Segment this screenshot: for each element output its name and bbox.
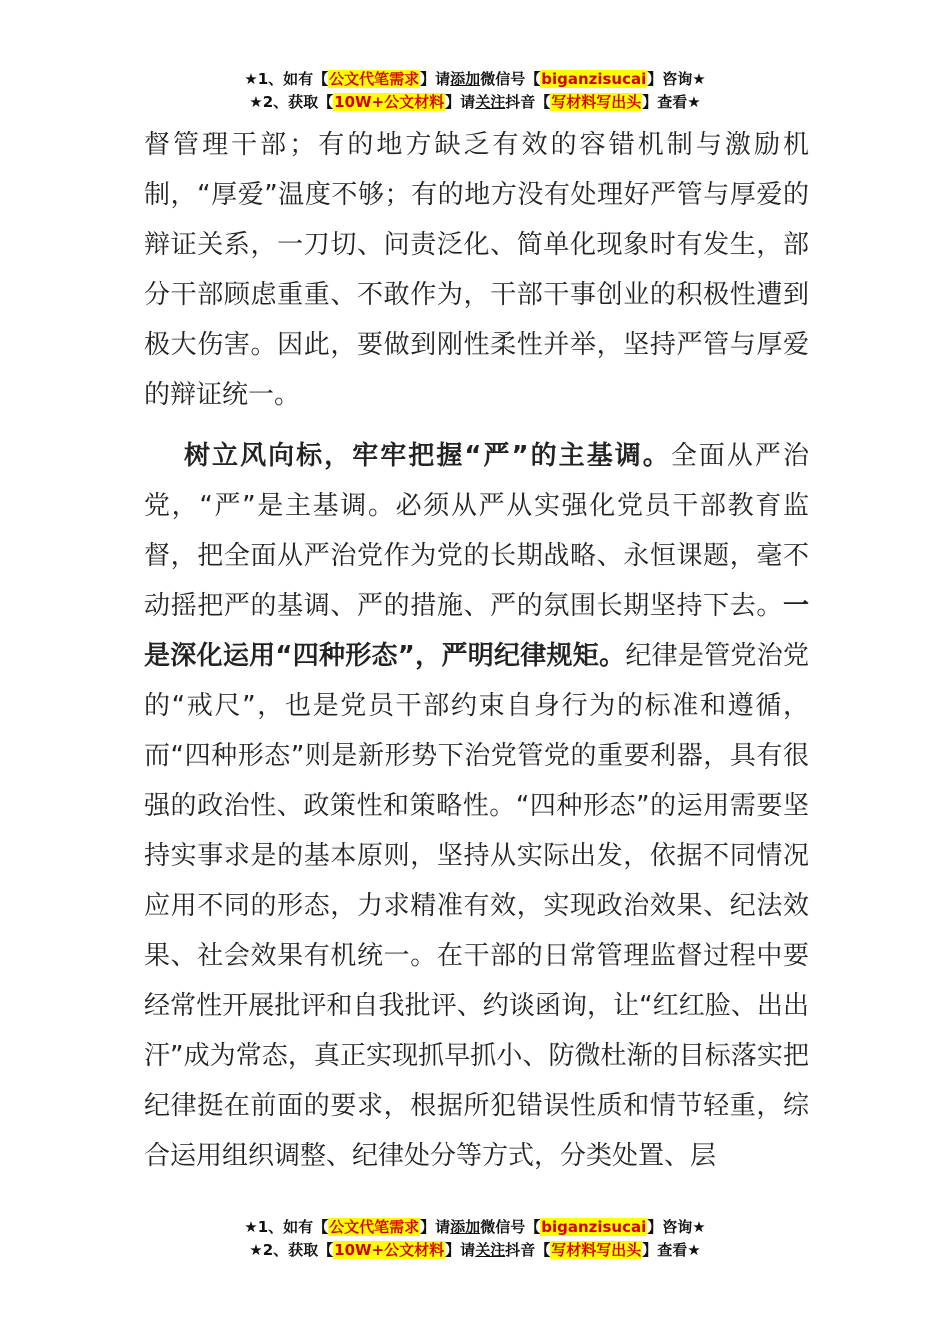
footer-line-1: [0, 1216, 950, 1239]
star-icon: ★: [687, 93, 701, 111]
paragraph-text: 纪律是管党治党的“戒尺”，也是党员干部约束自身行为的标准和遵循，而“四种形态”则是新形势下治党管党的重要利器，具有很强的政治性、政策性和策略性。“四种形态”的运用需要坚持实事求是的基本原则，坚持从实际出发，依据不同情况应用不同的形态，力求精准有效，实现政治效果、纪法效果、社会效果有机统一。在干部的日常管理监督过程中要经常性开展批评和自我批评、约谈函询，让“红红脸、出出汗”成为常态，真正实现抓早抓小、防微杜渐的目标落实把纪律挺在前面的要求，根据所犯错误性质和情节轻重，综合运用组织调整、纪律处分等方式，分类处置、层: [144, 641, 809, 1171]
banner-text: 2、获取【: [262, 1241, 334, 1259]
highlight-service: 公文代笔需求: [329, 70, 420, 88]
star-icon: ★: [244, 1218, 258, 1236]
highlight-wechat-id: biganzisucai: [541, 70, 647, 88]
banner-underlined-text: 添加: [450, 70, 481, 88]
body-paragraph: 督管理干部；有的地方缺乏有效的容错机制与激励机制，“厚爱”温度不够；有的地方没有处理好严管与厚爱的辩证关系，一刀切、问责泛化、简单化现象时有发生，部分干部顾虑重重、不敢作为，干部干事创业的积极性遭到极大伤害。因此，要做到刚性柔性并举，坚持严管与厚爱的辩证统一。: [144, 130, 809, 410]
star-icon: ★: [249, 93, 263, 111]
banner-text: 】请: [445, 93, 476, 111]
highlight-wechat-id: biganzisucai: [541, 1218, 647, 1236]
banner-underlined-text: 关注: [475, 93, 506, 111]
highlight-service: 公文代笔需求: [329, 1218, 420, 1236]
body-paragraph-2-block: [144, 431, 809, 1181]
banner-text: 】查看: [642, 1241, 688, 1259]
banner-underlined-text: 添加: [450, 1218, 481, 1236]
body-paragraph: [144, 431, 809, 1181]
star-icon: ★: [244, 70, 258, 88]
highlight-materials: 10W+公文材料: [334, 93, 445, 111]
banner-text: 抖音【: [505, 93, 551, 111]
header-line-2: [0, 91, 950, 114]
body-paragraph-1-block: [144, 120, 809, 420]
section-heading: 树立风向标，牢牢把握“严”的主基调。: [184, 441, 671, 471]
highlight-douyin-account: 写材料写出头: [551, 1241, 642, 1259]
banner-text: 微信号【: [480, 1218, 541, 1236]
paragraph-text: 全面从严治党，“严”是主基调。必须从严从实强化党员干部教育监督，把全面从严治党作为党的长期战略、永恒课题，毫不动摇把严的基调、严的措施、严的氛围长期坚持下去。: [144, 441, 809, 621]
star-icon: ★: [687, 1241, 701, 1259]
banner-text: 】请: [445, 1241, 476, 1259]
banner-text: 】请: [420, 70, 451, 88]
footer-banner: [0, 1216, 950, 1262]
header-banner: [0, 68, 950, 114]
banner-text: 微信号【: [480, 70, 541, 88]
highlight-materials: 10W+公文材料: [334, 1241, 445, 1259]
highlight-douyin-account: 写材料写出头: [551, 93, 642, 111]
subsection-heading: 一是深化运用“四种形态”，严明纪律规矩。: [144, 591, 809, 671]
star-icon: ★: [692, 1218, 706, 1236]
star-icon: ★: [692, 70, 706, 88]
banner-underlined-text: 关注: [475, 1241, 506, 1259]
star-icon: ★: [249, 1241, 263, 1259]
banner-text: 】咨询: [647, 1218, 693, 1236]
banner-text: 】咨询: [647, 70, 693, 88]
banner-text: 】查看: [642, 93, 688, 111]
banner-text: 抖音【: [505, 1241, 551, 1259]
banner-text: 1、如有【: [257, 1218, 329, 1236]
footer-line-2: [0, 1239, 950, 1262]
banner-text: 2、获取【: [262, 93, 334, 111]
header-line-1: [0, 68, 950, 91]
banner-text: 1、如有【: [257, 70, 329, 88]
banner-text: 】请: [420, 1218, 451, 1236]
